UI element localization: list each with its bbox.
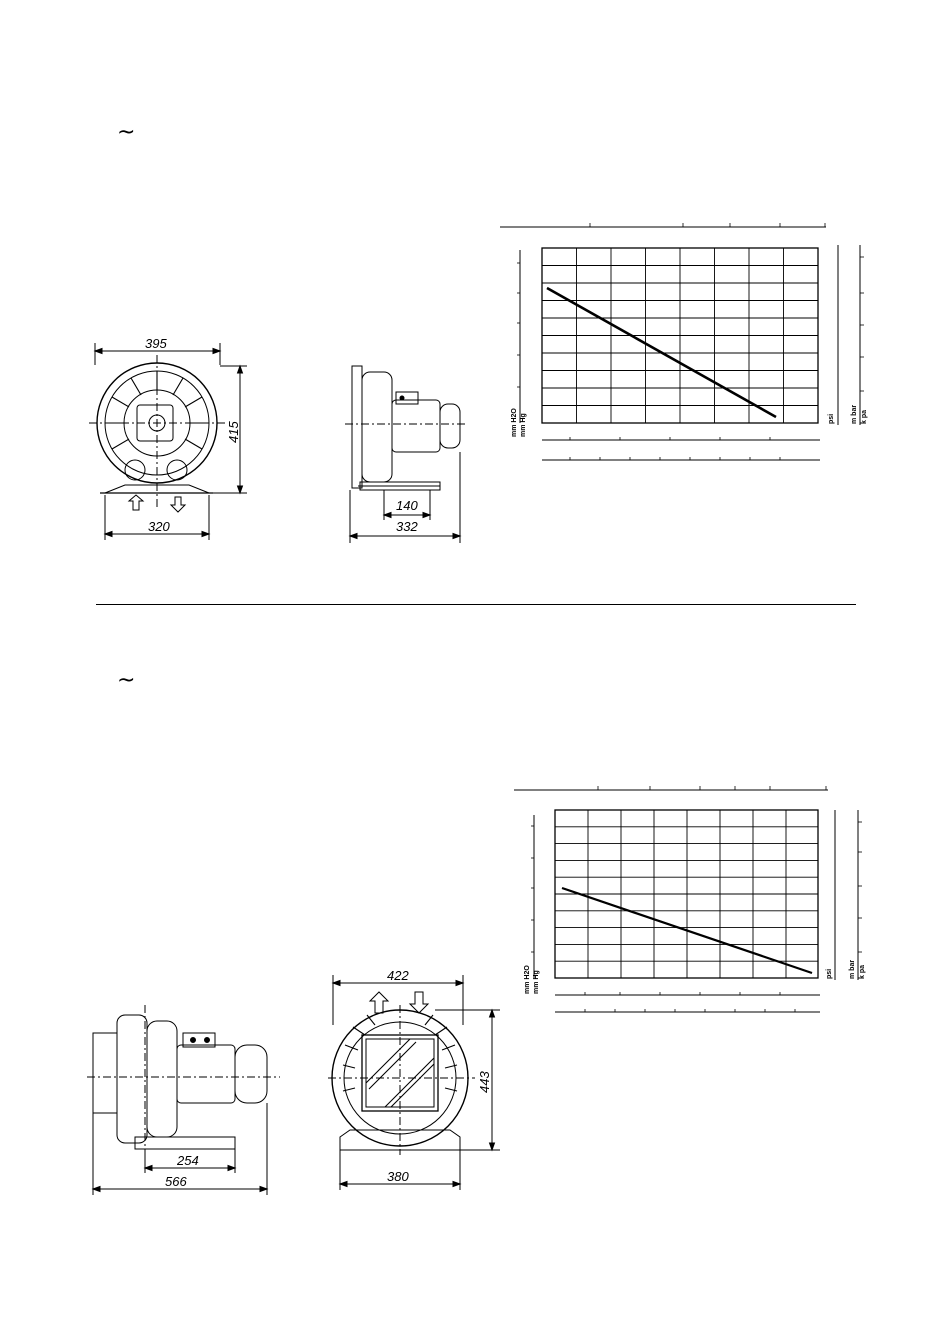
- y2-unit-kpa-1: k pa: [861, 409, 868, 424]
- performance-curve-2: [510, 780, 880, 1025]
- dim-depth-1: 332: [396, 519, 418, 534]
- dim-height-2: 443: [477, 1071, 492, 1093]
- dim-width-top-1: 395: [145, 336, 167, 351]
- dim-base-width-2: 380: [387, 1169, 409, 1184]
- dim-depth-2: 566: [165, 1174, 187, 1189]
- phase-symbol-1: ~: [117, 120, 136, 145]
- dim-width-top-2: 422: [387, 968, 409, 983]
- y2-unit-psi-2: psi: [826, 968, 833, 979]
- blower-front-view-1: [85, 335, 255, 545]
- section-divider: [96, 604, 856, 605]
- y-unit-mmhg-2: mm Hg: [533, 970, 540, 994]
- blower-side-view-1: [340, 358, 470, 543]
- phase-symbol-2: ~: [117, 668, 136, 693]
- dim-foot-spacing-1: 140: [396, 498, 418, 513]
- y2-unit-psi-1: psi: [828, 413, 835, 424]
- dim-foot-spacing-2: 254: [177, 1153, 199, 1168]
- blower-front-view-2: [325, 965, 505, 1200]
- y2-unit-mbar-2: m bar: [849, 959, 856, 979]
- y-unit-mmh2o-2: mm H2O: [524, 965, 531, 994]
- performance-curve-1: [500, 215, 880, 475]
- dim-height-1: 415: [226, 421, 241, 443]
- dim-base-width-1: 320: [148, 519, 170, 534]
- y-unit-mmhg-1: mm Hg: [520, 413, 527, 437]
- y2-unit-kpa-2: k pa: [859, 964, 866, 979]
- y2-unit-mbar-1: m bar: [851, 404, 858, 424]
- y-unit-mmh2o-1: mm H2O: [511, 408, 518, 437]
- blower-side-view-2: [85, 1005, 285, 1200]
